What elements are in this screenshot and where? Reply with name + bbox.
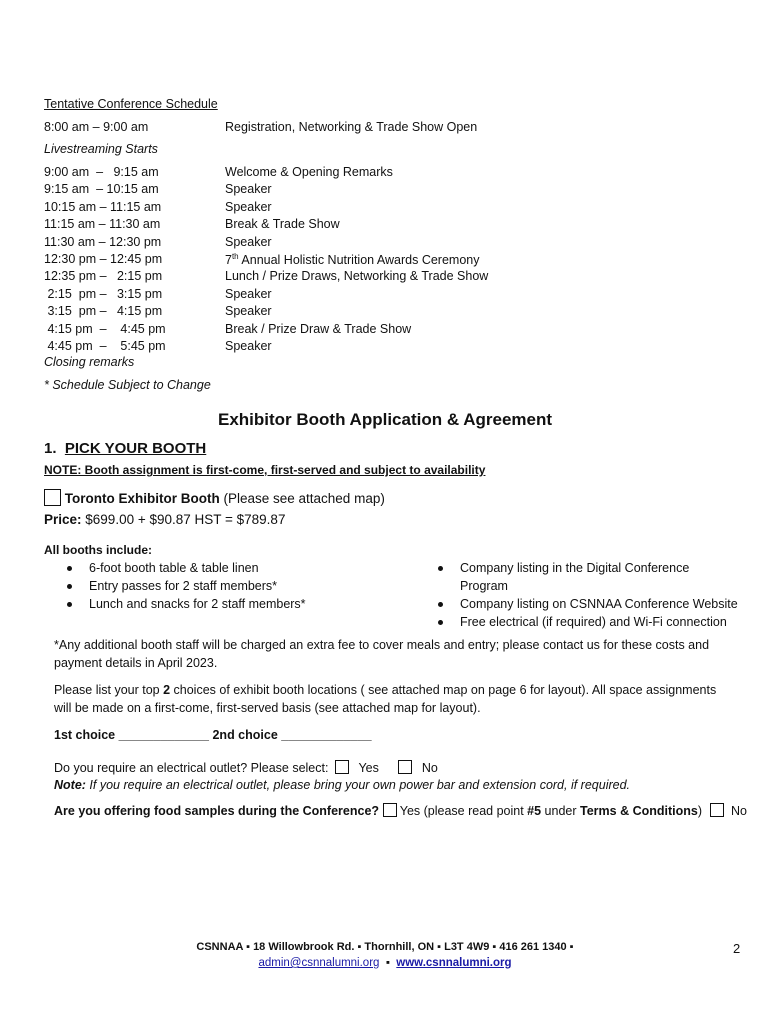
price-label: Price:	[44, 512, 82, 527]
includes-label: All booths include:	[44, 543, 152, 557]
choices-instructions	[54, 683, 716, 697]
booth-note: (Please see attached map)	[219, 491, 385, 506]
schedule-activity: Break / Prize Draw & Trade Show	[225, 321, 412, 336]
food-yes-text: )	[697, 804, 703, 818]
schedule-time: 11:15 am – 11:30 am	[44, 217, 161, 232]
include-item: Lunch and snacks for 2 staff members*	[89, 597, 306, 611]
schedule-time: 4:45 pm – 5:45 pm	[44, 339, 166, 353]
outlet-note	[54, 778, 630, 792]
closing-remarks: Closing remarks	[44, 355, 135, 369]
include-item-cont: Program	[460, 579, 508, 593]
outlet-question	[54, 760, 438, 775]
schedule-heading: Tentative Conference Schedule	[44, 97, 218, 111]
choices-text: choices of exhibit booth locations ( see attached map on page 6 for layout). All space assignments	[170, 683, 717, 697]
schedule-time: 2:15 pm – 3:15 pm	[44, 286, 163, 301]
food-question-text: Are you offering food samples during the Conference?	[54, 804, 380, 818]
outlet-note-label: Note:	[54, 778, 86, 792]
ordinal-number: 7	[225, 253, 232, 268]
outlet-yes-checkbox[interactable]	[335, 760, 349, 774]
extra-staff-note: *Any additional booth staff will be charged an extra fee to cover meals and entry; please contact us for these costs and	[54, 638, 710, 652]
footer-website-link[interactable]: www.csnnalumni.org	[396, 957, 512, 969]
food-point: #5	[527, 804, 542, 818]
bullet	[67, 566, 72, 571]
schedule-activity: Speaker	[225, 199, 272, 214]
include-item: Free electrical (if required) and Wi-Fi connection	[460, 615, 727, 629]
footer-address: CSNNAA ▪ 18 Willowbrook Rd. ▪ Thornhill, ON ▪ L3T 4W9 ▪ 416 261 1340 ▪	[196, 941, 574, 953]
outlet-note-text: If you require an electrical outlet, please bring your own power bar and extension cord, if required.	[85, 778, 631, 792]
include-item: Company listing in the Digital Conference	[460, 561, 690, 575]
schedule-time: 12:35 pm – 2:15 pm	[44, 269, 163, 284]
extra-staff-note-cont: payment details in April 2023.	[54, 656, 218, 670]
schedule-activity: Speaker	[225, 339, 272, 353]
booth-choices	[54, 728, 372, 742]
include-item: 6-foot booth table & table linen	[89, 561, 259, 575]
section-heading	[44, 440, 206, 457]
choices-text: Please list your top	[54, 683, 164, 697]
food-yes-checkbox[interactable]	[383, 803, 397, 817]
food-no-label: No	[730, 804, 747, 818]
section-title: PICK YOUR BOOTH	[64, 440, 207, 457]
application-title: Exhibitor Booth Application & Agreement	[217, 410, 553, 429]
price-value: $699.00 + $90.87 HST = $789.87	[81, 512, 286, 527]
food-question	[54, 803, 747, 818]
schedule-activity: Lunch / Prize Draws, Networking & Trade Show	[225, 269, 489, 284]
bullet	[67, 602, 72, 607]
availability-note: NOTE: Booth assignment is first-come, first-served and subject to availability	[44, 463, 486, 477]
schedule-time: 12:30 pm – 12:45 pm	[44, 252, 163, 266]
booth-name: Toronto Exhibitor Booth	[64, 491, 220, 506]
food-yes-text: Yes (please read point	[396, 804, 528, 818]
schedule-activity: Speaker	[225, 304, 272, 319]
schedule-time: 11:30 am – 12:30 pm	[44, 234, 162, 249]
schedule-time: 4:15 pm – 4:45 pm	[44, 321, 166, 336]
schedule-activity: Speaker	[225, 234, 272, 249]
schedule-note: * Schedule Subject to Change	[44, 378, 211, 392]
first-choice-field[interactable]: 1st choice _____________	[54, 728, 209, 742]
second-choice-field[interactable]: 2nd choice _____________	[212, 728, 372, 742]
footer-email-link[interactable]: admin@csnnalumni.org	[258, 957, 380, 969]
outlet-yes-label: Yes	[358, 761, 379, 775]
ordinal-suffix: th	[231, 252, 239, 261]
outlet-no-label: No	[421, 761, 438, 775]
schedule-time: 8:00 am – 9:00 am	[44, 120, 149, 134]
food-yes-text: under	[541, 804, 580, 818]
bullet	[67, 584, 72, 589]
livestream-label: Livestreaming Starts	[44, 142, 158, 156]
include-item: Company listing on CSNNAA Conference Website	[460, 597, 738, 611]
bullet	[438, 620, 443, 625]
section-number: 1.	[44, 440, 57, 457]
schedule-activity	[225, 252, 479, 267]
schedule-activity: Welcome & Opening Remarks	[225, 165, 393, 179]
include-item: Entry passes for 2 staff members*	[89, 579, 278, 593]
booth-checkbox[interactable]	[44, 489, 61, 506]
bullet	[438, 566, 443, 571]
footer-separator: ▪	[385, 957, 390, 969]
schedule-time: 10:15 am – 11:15 am	[44, 199, 162, 214]
schedule-time: 9:15 am – 10:15 am	[44, 182, 159, 197]
price-line	[44, 512, 285, 527]
schedule-activity: Registration, Networking & Trade Show Open	[225, 120, 478, 134]
terms-ref: Terms & Conditions	[580, 804, 698, 818]
bullet	[438, 602, 443, 607]
footer-links	[0, 957, 770, 969]
outlet-question-text: Do you require an electrical outlet? Please select:	[54, 761, 329, 775]
choices-count: 2	[163, 683, 171, 697]
schedule-time: 9:00 am – 9:15 am	[44, 165, 159, 179]
activity-text: Annual Holistic Nutrition Awards Ceremony	[238, 253, 480, 268]
page-number: 2	[733, 941, 741, 956]
schedule-activity: Speaker	[225, 286, 272, 301]
food-no-checkbox[interactable]	[710, 803, 724, 817]
outlet-no-checkbox[interactable]	[398, 760, 412, 774]
booth-option	[44, 489, 385, 506]
choices-instructions-cont: will be made on a first-come, first-served basis (see attached map for layout).	[54, 701, 481, 715]
schedule-time: 3:15 pm – 4:15 pm	[44, 304, 163, 319]
schedule-activity: Break & Trade Show	[225, 217, 340, 232]
schedule-activity: Speaker	[225, 182, 272, 197]
